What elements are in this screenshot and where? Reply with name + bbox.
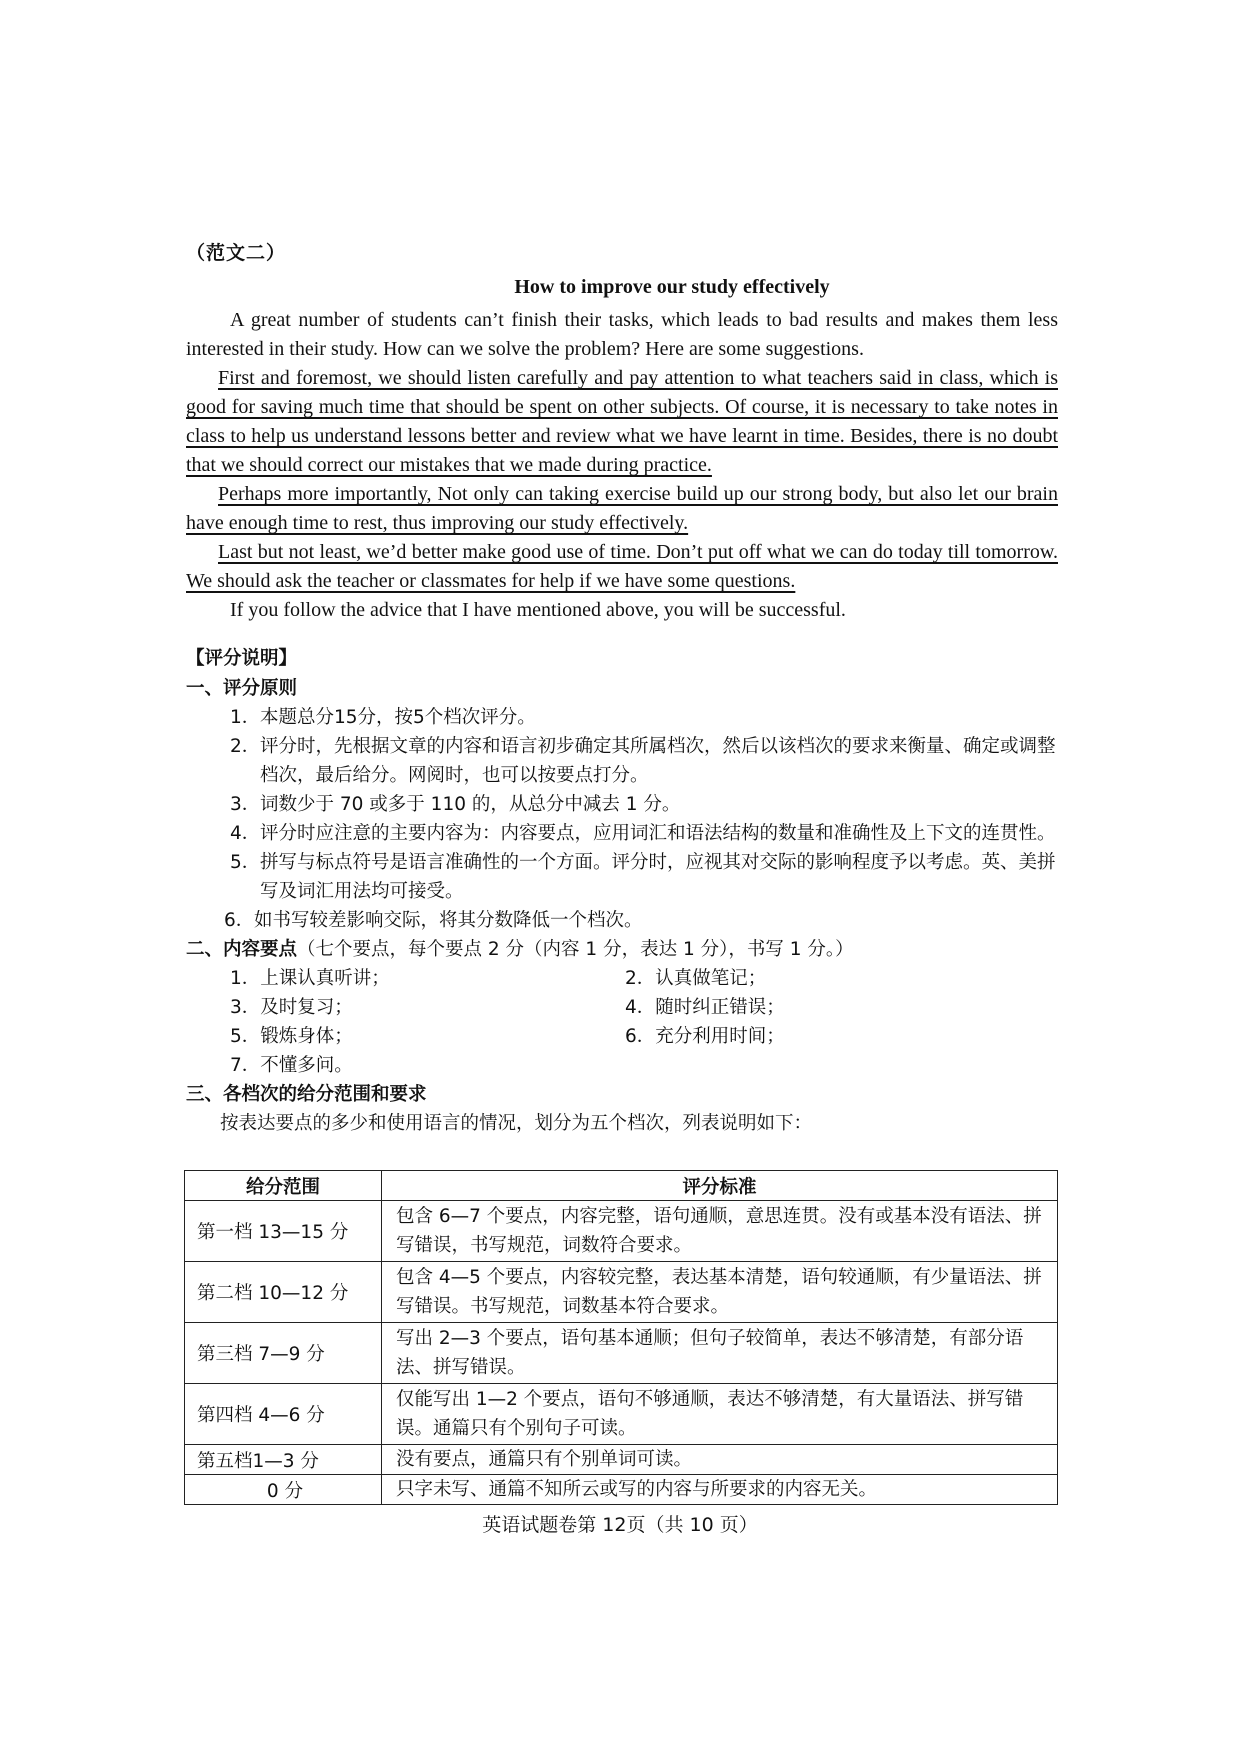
grade-standard: 仅能写出 1—2 个要点，语句不够通顺，表达不够清楚，有大量语法、拼写错误。通篇只有个别句子可读。 [382, 1384, 1058, 1445]
grade-standard: 只字未写、通篇不知所云或写的内容与所要求的内容无关。 [382, 1475, 1058, 1505]
rule-item: 3． 词数少于 70 或多于 110 的，从总分中减去 1 分。 [230, 794, 681, 815]
section-2-note: （七个要点，每个要点 2 分（内容 1 分，表达 1 分），书写 1 分。） [297, 939, 854, 960]
essay-paragraph-3: Perhaps more importantly, Not only can taking exercise build up our strong body, but also let our brain have enough time to rest, thus improving our study effectively. [186, 483, 1058, 534]
essay-paragraph-4: Last but not least, we’d better make good use of time. Don’t put off what we can do today till tomorrow. We should ask the teacher or classmates for help if we have some questions. [186, 541, 1058, 592]
grade-range: 第二档 10—12 分 [185, 1262, 382, 1323]
essay-paragraph-1: A great number of students can’t finish their tasks, which leads to bad results and makes them less interested in their study. How can we solve the problem? Here are some suggestions. [186, 309, 1058, 360]
table-row [185, 1201, 1058, 1262]
table-intro: 按表达要点的多少和使用语言的情况，划分为五个档次，列表说明如下： [220, 1113, 813, 1134]
grade-standard: 包含 4—5 个要点，内容较完整，表达基本清楚，语句较通顺，有少量语法、拼写错误。书写规范，词数基本符合要求。 [382, 1262, 1058, 1323]
grade-range: 第五档1—3 分 [185, 1445, 382, 1475]
content-point: 5．锻炼身体； [230, 1026, 353, 1047]
essay-label: （范文二） [186, 242, 287, 264]
content-point: 4．随时纠正错误； [625, 997, 785, 1018]
grade-range: 0 分 [185, 1475, 382, 1505]
rule-item: 2． 评分时，先根据文章的内容和语言初步确定其所属档次，然后以该档次的要求来衡量、确定或调整档次，最后给分。网阅时，也可以按要点打分。 [230, 736, 1056, 786]
grade-range: 第三档 7—9 分 [185, 1323, 382, 1384]
column-header-range: 给分范围 [185, 1171, 382, 1201]
model-essay [186, 238, 1058, 625]
page-footer: 英语试题卷第 12页（共 10 页） [482, 1514, 758, 1536]
column-header-standard: 评分标准 [382, 1171, 1058, 1201]
table-row [185, 1475, 1058, 1505]
section-2-heading: 二、内容要点（七个要点，每个要点 2 分（内容 1 分，表达 1 分），书写 1 分。） [186, 939, 854, 960]
content-point: 7．不懂多问。 [230, 1055, 353, 1076]
grade-range: 第一档 13—15 分 [185, 1201, 382, 1262]
table-row [185, 1384, 1058, 1445]
grade-standard: 写出 2—3 个要点，语句基本通顺；但句子较简单，表达不够清楚，有部分语法、拼写错误。 [382, 1323, 1058, 1384]
essay-paragraph-2: First and foremost, we should listen carefully and pay attention to what teachers said in class, which is good for saving much time that should be spent on other subjects. Of course, it is necessary to take notes in class to help us understand lessons better and review what we have learnt in time. Besides, there is no doubt that we should correct our mistakes that we made during practice. [186, 367, 1058, 476]
grade-standard: 没有要点，通篇只有个别单词可读。 [382, 1445, 1058, 1475]
scoring-header: 【评分说明】 [186, 648, 298, 669]
section-1-heading: 一、评分原则 [186, 678, 298, 699]
grading-table [184, 1170, 1058, 1505]
grade-standard: 包含 6—7 个要点，内容完整，语句通顺，意思连贯。没有或基本没有语法、拼写错误，书写规范，词数符合要求。 [382, 1201, 1058, 1262]
content-point: 3．及时复习； [230, 997, 353, 1018]
rule-item: 4． 评分时应注意的主要内容为：内容要点，应用词汇和语法结构的数量和准确性及上下文的连贯性。 [230, 823, 1056, 844]
rule-item: 1． 本题总分15分，按5个档次评分。 [230, 707, 536, 728]
scoring-instructions [186, 644, 1058, 1138]
content-point: 2．认真做笔记； [625, 968, 767, 989]
content-points [186, 964, 1058, 1080]
table-row [185, 1445, 1058, 1475]
essay-title: How to improve our study effectively [514, 276, 830, 298]
table-header-row [185, 1171, 1058, 1201]
content-point: 6．充分利用时间； [625, 1026, 785, 1047]
essay-paragraph-5: If you follow the advice that I have mentioned above, you will be successful. [230, 599, 846, 621]
table-row [185, 1323, 1058, 1384]
rule-item: 6． 如书写较差影响交际，将其分数降低一个档次。 [224, 910, 643, 931]
content-point: 1．上课认真听讲； [230, 968, 390, 989]
grade-range: 第四档 4—6 分 [185, 1384, 382, 1445]
table-row [185, 1262, 1058, 1323]
rule-item: 5． 拼写与标点符号是语言准确性的一个方面。评分时，应视其对交际的影响程度予以考虑。英、美拼写及词汇用法均可接受。 [230, 852, 1056, 902]
section-3-heading: 三、各档次的给分范围和要求 [186, 1084, 427, 1105]
